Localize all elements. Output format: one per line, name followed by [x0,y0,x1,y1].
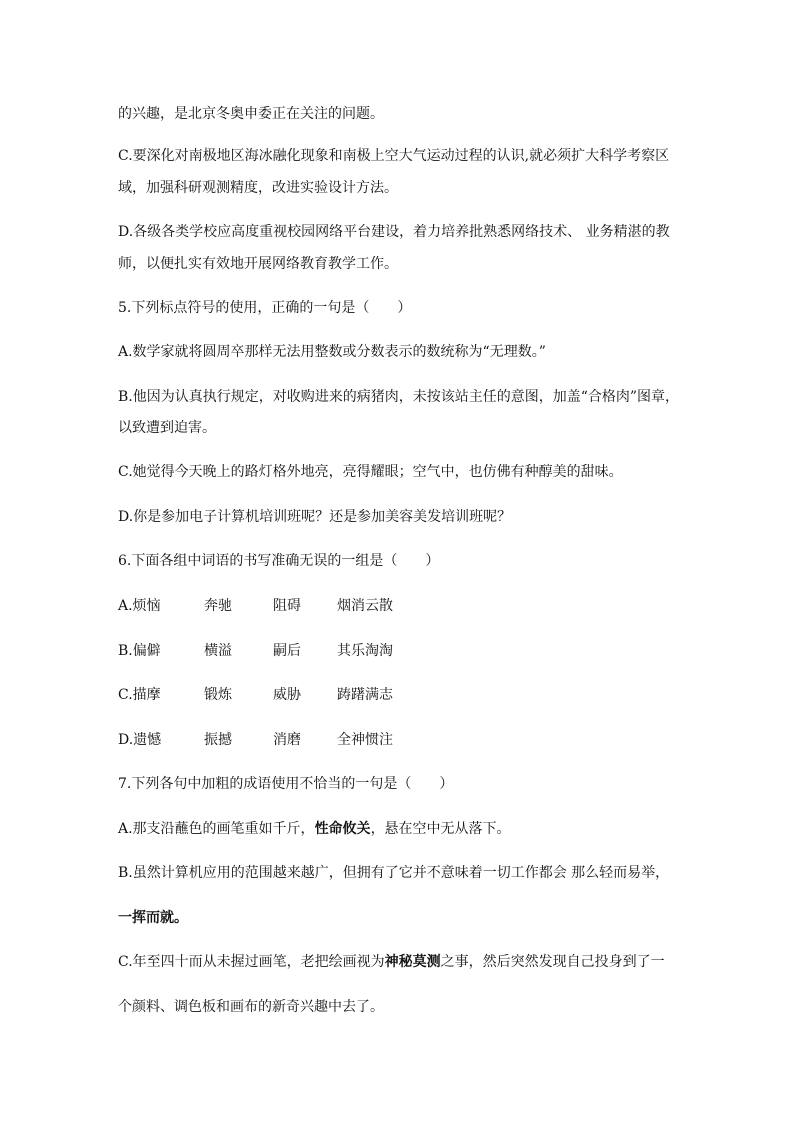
q5-option-d: D.你是参加电子计算机培训班呢？还是参加美容美发培训班呢？ [118,509,512,525]
q6-word: 锻炼 [204,687,232,703]
q6-word: 其乐淘淘 [337,643,393,659]
q6-word: 踌躇满志 [337,687,393,703]
q7-option-a [118,819,511,839]
text-line: 的兴趣，是北京冬奥申委正在关注的问题。 [118,106,384,122]
q7-a-bold-idiom: 性命攸关 [314,821,371,837]
q7-b-bold-idiom: 一挥而就。 [118,910,188,926]
question-7: 7.下列各句中加粗的成语使用不恰当的一句是（ ） [118,776,454,792]
q7-a-text: A.那支沿蘸色的画笔重如千斤， [118,821,315,837]
q6-option-label: A.烦恼 [118,598,161,614]
option-d-line-2: 师，以便扎实有效地开展网络教育教学工作。 [118,256,398,272]
q7-option-c-line-1 [118,952,665,972]
q6-word: 振撼 [204,732,232,748]
q6-option-label: B.偏僻 [118,643,161,659]
option-c-line-2: 域，加强科研观测精度，改进实验设计方法。 [118,180,398,196]
q7-option-c-line-2: 个颜料、调色板和画布的新奇兴趣中去了。 [118,999,384,1015]
q6-word: 奔驰 [204,598,232,614]
q7-option-b-line-1: B.虽然计算机应用的范围越来越广，但拥有了它并不意味着一切工作都会 那么轻而易举， [118,865,670,881]
q6-option-label: C.描摩 [118,687,161,703]
q6-word: 阻碍 [273,598,301,614]
q6-word: 嗣后 [273,643,301,659]
q7-a-text: ，悬在空中无从落下。 [370,821,511,837]
q6-option-label: D.遗憾 [118,732,162,748]
q7-c-text: C.年至四十而从未握过画笔，老把绘画视为 [118,954,385,970]
q7-c-text: 之事，然后突然发现自己投身到了一 [440,954,665,970]
q6-word: 威胁 [273,687,301,703]
q6-word: 全神惯注 [337,732,393,748]
q6-word: 横溢 [204,643,232,659]
option-c-line-1: C.要深化对南极地区海冰融化现象和南极上空大气运动过程的认识,就必须扩大科学考察区 [118,148,670,164]
q5-option-a: A.数学家就将圆周卒那样无法用整数或分数表示的数统称为“无理数。” [118,344,546,360]
q7-c-bold-idiom: 神秘莫测 [384,954,441,970]
q5-option-c: C.她觉得今天晚上的路灯格外地亮，亮得耀眼；空气中，也仿佛有种醇美的甜味。 [118,464,623,480]
option-d-line-1: D.各级各类学校应高度重视校园网络平台建设，着力培养批熟悉网络技术、 业务精湛的教 [118,224,670,240]
q6-word: 烟消云散 [337,598,393,614]
q5-option-b-line-2: 以致遭到迫害。 [118,420,216,436]
q7-option-b-line-2 [118,908,188,928]
question-6: 6.下面各组中词语的书写准确无误的一组是（ ） [118,553,440,569]
q5-option-b-line-1: B.他因为认真执行规定，对收购进来的病猪肉，未按该站主任的意图，加盖“合格肉”图章， [118,389,680,405]
q6-word: 消磨 [273,732,301,748]
question-5: 5.下列标点符号的使用，正确的一句是（ ） [118,300,412,316]
